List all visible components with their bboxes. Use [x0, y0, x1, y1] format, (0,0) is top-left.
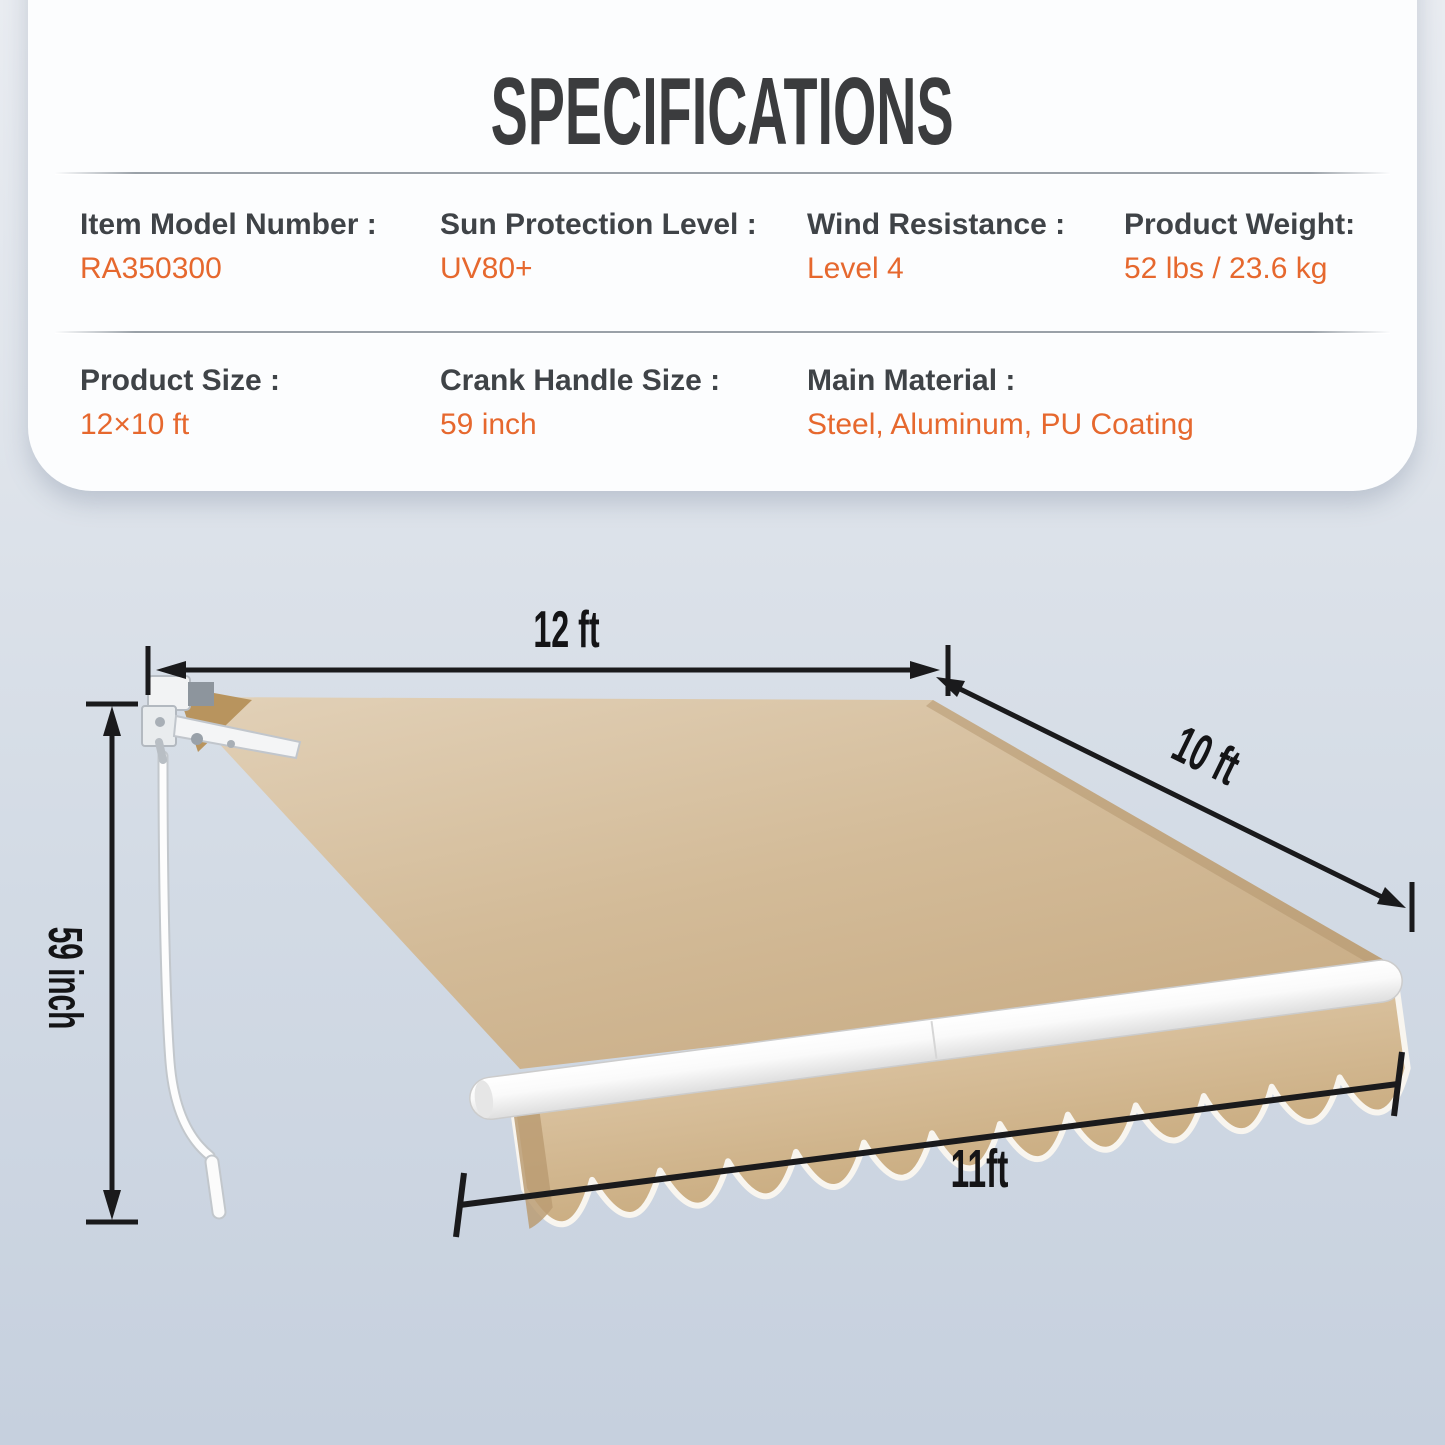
spec-label-item-model: Item Model Number :	[80, 208, 377, 241]
dimension-label-10ft: 10 ft	[1163, 715, 1249, 797]
dimension-59inch	[86, 704, 138, 1222]
spec-label-product-size: Product Size :	[80, 364, 281, 397]
dimension-label-12ft: 12 ft	[532, 601, 600, 659]
spec-value-item-model: RA350300	[80, 252, 222, 285]
spec-value-product-weight: 52 lbs / 23.6 kg	[1124, 252, 1328, 285]
spec-label-main-material: Main Material :	[807, 364, 1016, 397]
dimension-label-59inch: 59 inch	[38, 926, 91, 1030]
spec-value-wind-resistance: Level 4	[807, 252, 904, 285]
spec-value-crank-size: 59 inch	[440, 408, 537, 441]
spec-value-sun-protection: UV80+	[440, 252, 533, 285]
spec-label-crank-size: Crank Handle Size :	[440, 364, 721, 397]
roller-end-cap	[148, 676, 190, 710]
bracket-bolt	[227, 740, 235, 748]
spec-label-sun-protection: Sun Protection Level :	[440, 208, 757, 241]
page-title-text: SPECIFICATIONS	[490, 58, 955, 165]
spec-value-product-size: 12×10 ft	[80, 408, 190, 441]
cassette-block	[188, 682, 214, 706]
dimension-label-11ft: 11ft	[951, 1139, 1009, 1199]
spec-label-product-weight: Product Weight:	[1124, 208, 1356, 241]
spec-label-wind-resistance: Wind Resistance :	[807, 208, 1066, 241]
bracket-bolt	[191, 733, 203, 745]
crank-handle	[159, 742, 219, 1212]
spec-value-main-material: Steel, Aluminum, PU Coating	[807, 408, 1194, 441]
bracket-bolt	[155, 717, 165, 727]
